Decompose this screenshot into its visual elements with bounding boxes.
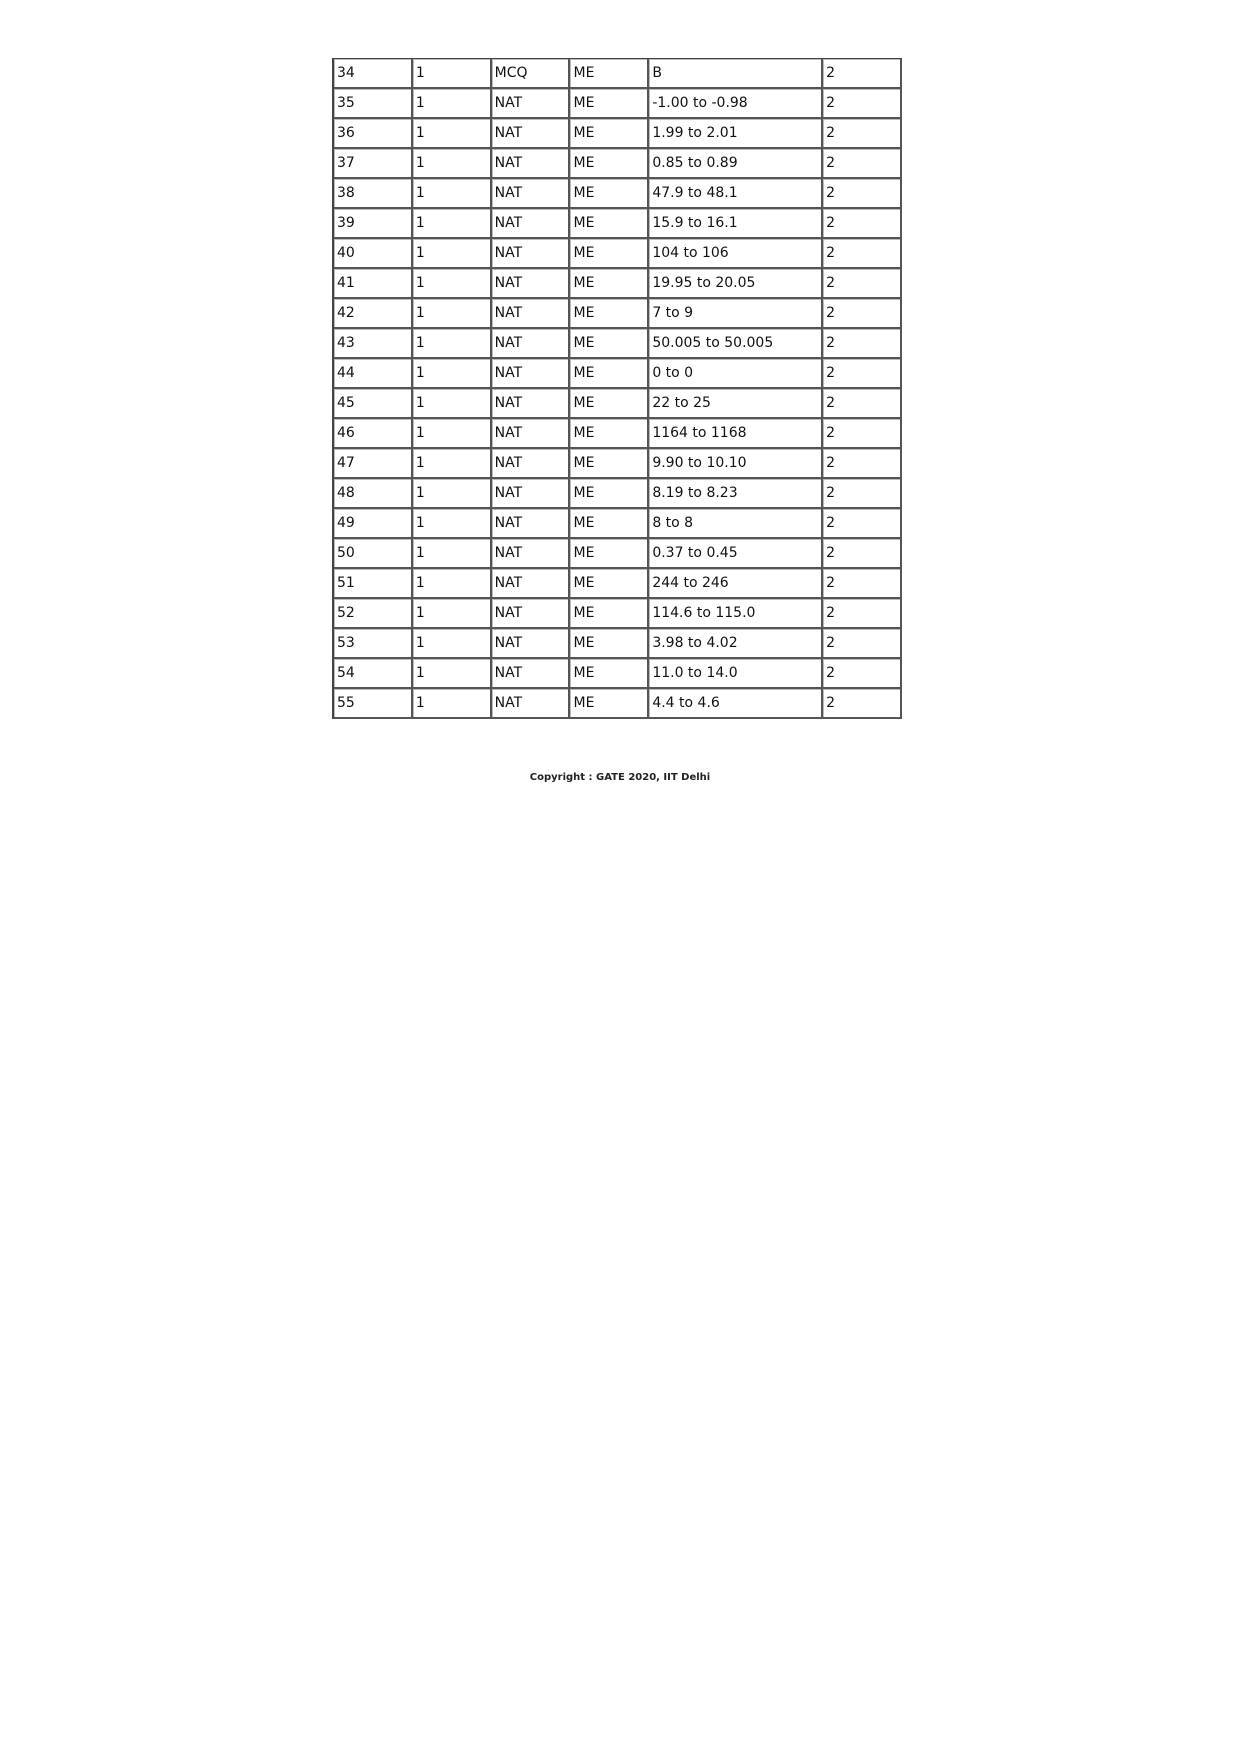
section-cell: ME xyxy=(570,149,649,179)
question-number-cell: 34 xyxy=(334,59,413,89)
question-number-cell: 50 xyxy=(334,539,413,569)
marks-cell: 2 xyxy=(823,569,902,599)
marks-cell: 2 xyxy=(823,689,902,719)
question-type-cell: NAT xyxy=(492,539,571,569)
marks-cell: 2 xyxy=(823,509,902,539)
question-number-cell: 53 xyxy=(334,629,413,659)
table-row xyxy=(334,269,902,299)
session-cell: 1 xyxy=(413,299,492,329)
session-cell: 1 xyxy=(413,629,492,659)
session-cell: 1 xyxy=(413,209,492,239)
section-cell: ME xyxy=(570,179,649,209)
session-cell: 1 xyxy=(413,269,492,299)
table-row xyxy=(334,89,902,119)
marks-cell: 2 xyxy=(823,599,902,629)
question-number-cell: 47 xyxy=(334,449,413,479)
session-cell: 1 xyxy=(413,599,492,629)
answer-key-cell: 1164 to 1168 xyxy=(649,419,823,449)
answer-key-cell: -1.00 to -0.98 xyxy=(649,89,823,119)
table-row xyxy=(334,329,902,359)
answer-key-cell: 0.85 to 0.89 xyxy=(649,149,823,179)
question-type-cell: NAT xyxy=(492,239,571,269)
table-row xyxy=(334,569,902,599)
table-row xyxy=(334,179,902,209)
question-type-cell: NAT xyxy=(492,419,571,449)
table-row xyxy=(334,629,902,659)
question-number-cell: 35 xyxy=(334,89,413,119)
question-type-cell: NAT xyxy=(492,389,571,419)
answer-key-cell: 9.90 to 10.10 xyxy=(649,449,823,479)
question-number-cell: 52 xyxy=(334,599,413,629)
session-cell: 1 xyxy=(413,449,492,479)
question-type-cell: NAT xyxy=(492,569,571,599)
question-number-cell: 41 xyxy=(334,269,413,299)
question-type-cell: NAT xyxy=(492,89,571,119)
answer-key-cell: 50.005 to 50.005 xyxy=(649,329,823,359)
question-number-cell: 42 xyxy=(334,299,413,329)
answer-key-table xyxy=(332,58,902,719)
question-type-cell: NAT xyxy=(492,509,571,539)
marks-cell: 2 xyxy=(823,389,902,419)
question-type-cell: NAT xyxy=(492,629,571,659)
answer-key-cell: B xyxy=(649,59,823,89)
question-number-cell: 55 xyxy=(334,689,413,719)
session-cell: 1 xyxy=(413,689,492,719)
table-row xyxy=(334,359,902,389)
section-cell: ME xyxy=(570,59,649,89)
table-row xyxy=(334,539,902,569)
session-cell: 1 xyxy=(413,179,492,209)
marks-cell: 2 xyxy=(823,59,902,89)
session-cell: 1 xyxy=(413,59,492,89)
question-type-cell: NAT xyxy=(492,269,571,299)
answer-key-cell: 47.9 to 48.1 xyxy=(649,179,823,209)
question-number-cell: 44 xyxy=(334,359,413,389)
marks-cell: 2 xyxy=(823,299,902,329)
answer-key-table-body xyxy=(334,59,902,719)
question-type-cell: NAT xyxy=(492,299,571,329)
section-cell: ME xyxy=(570,389,649,419)
marks-cell: 2 xyxy=(823,89,902,119)
question-type-cell: MCQ xyxy=(492,59,571,89)
answer-key-cell: 0 to 0 xyxy=(649,359,823,389)
answer-key-cell: 104 to 106 xyxy=(649,239,823,269)
marks-cell: 2 xyxy=(823,479,902,509)
section-cell: ME xyxy=(570,569,649,599)
answer-key-cell: 1.99 to 2.01 xyxy=(649,119,823,149)
answer-key-cell: 3.98 to 4.02 xyxy=(649,629,823,659)
question-type-cell: NAT xyxy=(492,359,571,389)
answer-key-cell: 8 to 8 xyxy=(649,509,823,539)
answer-key-cell: 7 to 9 xyxy=(649,299,823,329)
table-row xyxy=(334,599,902,629)
question-number-cell: 46 xyxy=(334,419,413,449)
table-row xyxy=(334,479,902,509)
marks-cell: 2 xyxy=(823,269,902,299)
section-cell: ME xyxy=(570,689,649,719)
section-cell: ME xyxy=(570,629,649,659)
marks-cell: 2 xyxy=(823,449,902,479)
question-number-cell: 54 xyxy=(334,659,413,689)
question-type-cell: NAT xyxy=(492,119,571,149)
answer-key-cell: 4.4 to 4.6 xyxy=(649,689,823,719)
question-number-cell: 38 xyxy=(334,179,413,209)
session-cell: 1 xyxy=(413,509,492,539)
section-cell: ME xyxy=(570,599,649,629)
section-cell: ME xyxy=(570,329,649,359)
section-cell: ME xyxy=(570,239,649,269)
table-row xyxy=(334,299,902,329)
section-cell: ME xyxy=(570,359,649,389)
question-type-cell: NAT xyxy=(492,179,571,209)
section-cell: ME xyxy=(570,89,649,119)
question-number-cell: 48 xyxy=(334,479,413,509)
table-row xyxy=(334,419,902,449)
section-cell: ME xyxy=(570,299,649,329)
table-row xyxy=(334,149,902,179)
session-cell: 1 xyxy=(413,539,492,569)
section-cell: ME xyxy=(570,269,649,299)
session-cell: 1 xyxy=(413,149,492,179)
table-row xyxy=(334,209,902,239)
table-row xyxy=(334,119,902,149)
table-row xyxy=(334,239,902,269)
answer-key-cell: 19.95 to 20.05 xyxy=(649,269,823,299)
answer-key-cell: 22 to 25 xyxy=(649,389,823,419)
table-row xyxy=(334,389,902,419)
section-cell: ME xyxy=(570,419,649,449)
question-type-cell: NAT xyxy=(492,149,571,179)
session-cell: 1 xyxy=(413,389,492,419)
table-row xyxy=(334,59,902,89)
answer-key-cell: 15.9 to 16.1 xyxy=(649,209,823,239)
section-cell: ME xyxy=(570,119,649,149)
question-type-cell: NAT xyxy=(492,209,571,239)
marks-cell: 2 xyxy=(823,209,902,239)
marks-cell: 2 xyxy=(823,239,902,269)
answer-key-cell: 244 to 246 xyxy=(649,569,823,599)
question-type-cell: NAT xyxy=(492,479,571,509)
table-row xyxy=(334,509,902,539)
question-number-cell: 37 xyxy=(334,149,413,179)
question-number-cell: 39 xyxy=(334,209,413,239)
question-number-cell: 49 xyxy=(334,509,413,539)
session-cell: 1 xyxy=(413,119,492,149)
section-cell: ME xyxy=(570,509,649,539)
marks-cell: 2 xyxy=(823,329,902,359)
session-cell: 1 xyxy=(413,239,492,269)
question-type-cell: NAT xyxy=(492,329,571,359)
section-cell: ME xyxy=(570,539,649,569)
answer-key-cell: 0.37 to 0.45 xyxy=(649,539,823,569)
section-cell: ME xyxy=(570,659,649,689)
table-row xyxy=(334,659,902,689)
marks-cell: 2 xyxy=(823,629,902,659)
session-cell: 1 xyxy=(413,659,492,689)
question-number-cell: 51 xyxy=(334,569,413,599)
question-type-cell: NAT xyxy=(492,449,571,479)
marks-cell: 2 xyxy=(823,539,902,569)
question-type-cell: NAT xyxy=(492,689,571,719)
answer-key-cell: 11.0 to 14.0 xyxy=(649,659,823,689)
section-cell: ME xyxy=(570,449,649,479)
session-cell: 1 xyxy=(413,329,492,359)
question-type-cell: NAT xyxy=(492,659,571,689)
marks-cell: 2 xyxy=(823,179,902,209)
question-number-cell: 45 xyxy=(334,389,413,419)
marks-cell: 2 xyxy=(823,359,902,389)
copyright-footer: Copyright : GATE 2020, IIT Delhi xyxy=(529,772,711,783)
session-cell: 1 xyxy=(413,359,492,389)
question-number-cell: 43 xyxy=(334,329,413,359)
table-row xyxy=(334,689,902,719)
session-cell: 1 xyxy=(413,569,492,599)
table-row xyxy=(334,449,902,479)
marks-cell: 2 xyxy=(823,149,902,179)
answer-key-cell: 114.6 to 115.0 xyxy=(649,599,823,629)
session-cell: 1 xyxy=(413,419,492,449)
section-cell: ME xyxy=(570,479,649,509)
marks-cell: 2 xyxy=(823,659,902,689)
question-type-cell: NAT xyxy=(492,599,571,629)
question-number-cell: 36 xyxy=(334,119,413,149)
answer-key-cell: 8.19 to 8.23 xyxy=(649,479,823,509)
session-cell: 1 xyxy=(413,479,492,509)
section-cell: ME xyxy=(570,209,649,239)
session-cell: 1 xyxy=(413,89,492,119)
question-number-cell: 40 xyxy=(334,239,413,269)
marks-cell: 2 xyxy=(823,119,902,149)
marks-cell: 2 xyxy=(823,419,902,449)
